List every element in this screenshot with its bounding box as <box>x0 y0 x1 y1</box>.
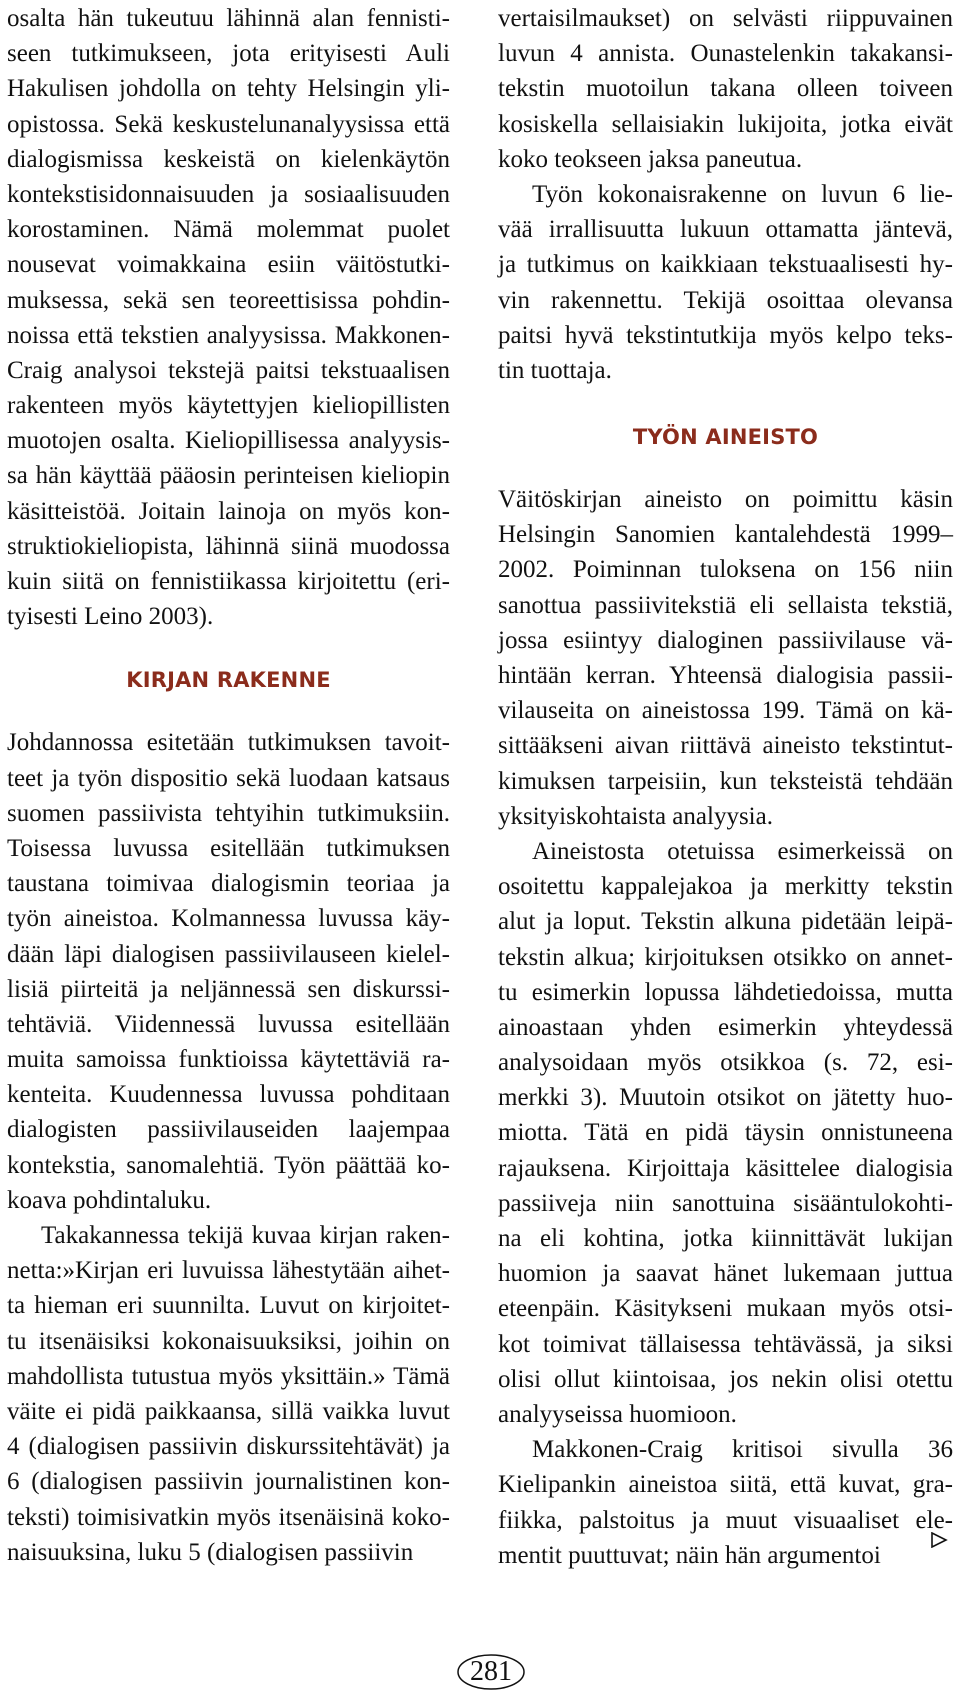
text-line: huomion ja saavat hänet lukemaan juttua <box>498 1260 953 1288</box>
text-line: Craig analysoi tekstejä paitsi tekstuaalisen <box>7 356 450 384</box>
text-line: tin tuottaja. <box>498 356 612 384</box>
text-line: tekstin alkua; kirjoituksen otsikko on annet- <box>498 943 953 971</box>
text-line: tyisesti Leino 2003). <box>7 603 214 631</box>
paragraph-right-4 <box>498 834 953 1432</box>
text-line: kuin siitä on fennistiikassa kirjoitettu (eri- <box>7 568 450 595</box>
text-line: vää irrallisuutta lukuun ottamatta jäntevä, <box>498 216 953 244</box>
text-line: taustana toimivaa dialogismin teoriaa ja <box>7 870 450 898</box>
text-line: noissa että tekstien analyysissa. Makkonen- <box>7 321 450 349</box>
text-line: naisuuksina, luku 5 (dialogisen passiivin <box>7 1538 414 1566</box>
text-line: 2002. Poiminnan tuloksena on 156 niin <box>498 556 953 584</box>
text-line: Aineistosta otetuissa esimerkeissä on <box>532 837 953 865</box>
text-line: 4 (dialogisen passiivin diskurssitehtävät) ja <box>7 1433 450 1461</box>
paragraph-right-2 <box>498 177 953 388</box>
text-line: 6 (dialogisen passiivin journalistinen kon- <box>7 1468 450 1496</box>
text-line: Johdannossa esitetään tutkimuksen tavoit- <box>7 729 450 757</box>
text-line: merkki 3). Muutoin otsikot on jätetty huo- <box>498 1084 953 1112</box>
text-line: koava pohdintaluku. <box>7 1186 212 1214</box>
text-line: struktiokieliopista, lähinnä siinä muodossa <box>7 532 450 560</box>
text-line: tekstin muotoilun takana olleen toiveen <box>498 75 953 103</box>
text-line: Kielipankin aineistoa siitä, että kuvat, gra- <box>498 1471 953 1499</box>
text-line: tu esimerkin lopussa lähdetiedoissa, mutta <box>498 978 953 1006</box>
text-line: dialogismissa keskeistä on kielenkäytön <box>7 145 450 173</box>
text-line: vilauseita on aineistossa 199. Tämä on kä- <box>498 697 953 725</box>
text-line: sa hän käyttää pääosin perinteisen kieliopin <box>7 462 450 490</box>
text-line: ainoastaan yhden esimerkin yhteydessä <box>498 1013 953 1041</box>
text-line: kontekstia, sanomalehtiä. Työn päättää ko- <box>7 1151 450 1179</box>
text-line: hintään kerran. Yhteensä dialogisia passii- <box>498 662 953 689</box>
text-line: tehtäviä. Viidennessä luvussa esitellään <box>7 1010 450 1038</box>
text-line: koko teokseen jaksa paneutua. <box>498 145 803 173</box>
paragraph-left-1 <box>7 1 450 634</box>
paragraph-right-1 <box>498 1 953 177</box>
text-line: käsitteistöä. Joitain lainoja on myös kon- <box>7 497 450 525</box>
text-line: väite ei pidä paikkaansa, sillä vaikka luvut <box>7 1397 450 1425</box>
paragraph-right-5 <box>498 1432 953 1573</box>
text-line: fiikka, palstoitus ja muut visuaaliset ele- <box>498 1506 953 1534</box>
paragraph-right-3 <box>498 482 953 834</box>
text-line: analysoidaan myös otsikkoa (s. 72, esi- <box>498 1049 953 1077</box>
text-line: analyyseissa huomioon. <box>498 1400 737 1428</box>
text-line: passiiveja niin sanottuina sisääntulokohti- <box>498 1189 953 1217</box>
text-line: vin rakennettu. Tekijä osoittaa olevansa <box>498 286 953 314</box>
text-line: paitsi hyvä tekstintutkija myös kelpo teks- <box>498 321 953 349</box>
text-line: yksityiskohtaista analyysia. <box>498 802 773 830</box>
text-line: na eli kohtina, jotka kiinnittävät lukijan <box>498 1225 953 1252</box>
text-line: jossa esiintyy dialoginen passiivilause vä- <box>498 626 953 654</box>
text-line: tu itsenäisiksi kokonaisuuksiksi, joihin on <box>7 1327 450 1355</box>
text-line: Hakulisen johdolla on tehty Helsingin yli- <box>7 75 450 103</box>
text-line: seen tutkimukseen, jota erityisesti Auli <box>7 40 450 68</box>
text-line: dään läpi dialogisen passiivilauseen kielel- <box>7 940 450 968</box>
triangle-right-outline-icon <box>930 1532 948 1548</box>
text-line: suomen passiivista tehtyihin tutkimuksiin. <box>7 799 450 827</box>
text-line: sanottua passiivitekstiä eli sellaista tekstiä, <box>498 591 953 619</box>
text-line: opistossa. Sekä keskustelunanalyysissa että <box>7 110 450 138</box>
text-line: Työn kokonaisrakenne on luvun 6 lie- <box>532 180 953 208</box>
section-heading-kirjan-rakenne: KIRJAN RAKENNE <box>126 668 331 693</box>
text-line: osoitettu kappalejakoa ja merkitty tekstin <box>498 873 953 901</box>
text-line: Takakannessa tekijä kuvaa kirjan raken- <box>41 1222 450 1249</box>
text-line: mahdollista tutustua myös yksittäin.» Tämä <box>7 1362 450 1390</box>
text-line: mentit puuttuvat; näin hän argumentoi <box>498 1541 881 1569</box>
paragraph-left-2 <box>7 725 450 1218</box>
text-line: lisiä piirteitä ja neljännessä sen diskurssi- <box>7 975 450 1003</box>
text-line: sittääkseni aivan riittävä aineisto tekstintut- <box>498 732 953 760</box>
text-line: Toisessa luvussa esitellään tutkimuksen <box>7 834 450 862</box>
text-line: kimuksen tarpeisiin, kun teksteistä tehdään <box>498 767 953 795</box>
text-line: Väitöskirjan aineisto on poimittu käsin <box>498 486 953 514</box>
text-line: työn aineistoa. Kolmannessa luvussa käy- <box>7 905 450 933</box>
text-line: ja tutkimus on kaikkiaan tekstuaalisesti hy- <box>498 251 953 279</box>
text-line: eteenpäin. Käsitykseni mukaan myös otsi- <box>498 1295 953 1323</box>
text-line: Helsingin Sanomien kantalehdestä 1999– <box>498 521 953 549</box>
text-line: teksti) toimisivatkin myös itsenäisinä koko- <box>7 1503 450 1531</box>
text-line: kontekstisidonnaisuuden ja sosiaalisuuden <box>7 180 450 208</box>
text-line: vertaisilmaukset) on selvästi riippuvainen <box>498 5 953 32</box>
page-number: 281 <box>470 1656 512 1687</box>
text-line: korostaminen. Nämä molemmat puolet <box>7 216 450 244</box>
text-line: rajauksena. Kirjoittaja käsittelee dialogisia <box>498 1154 953 1182</box>
text-line: luvun 4 annista. Ounastelenkin takakansi- <box>498 40 953 68</box>
text-line: muita samoissa funktioissa käytettäviä ra- <box>7 1046 450 1074</box>
right-column <box>498 0 953 1573</box>
text-line: kenteita. Kuudennessa luvussa pohditaan <box>7 1081 450 1109</box>
page-number-badge <box>455 1652 527 1692</box>
text-line: netta:»Kirjan eri luvuissa lähestytään aihet- <box>7 1257 450 1285</box>
section-heading-tyon-aineisto: TYÖN AINEISTO <box>632 425 819 450</box>
text-line: osalta hän tukeutuu lähinnä alan fennisti- <box>7 5 450 32</box>
text-line: ta hieman eri suunnilta. Luvut on kirjoitet- <box>7 1292 450 1320</box>
text-line: rakenteen myös käytettyjen kieliopillisten <box>7 392 450 420</box>
text-line: muotojen osalta. Kieliopillisessa analyysis- <box>7 427 450 455</box>
text-line: teet ja työn dispositio sekä luodaan katsaus <box>7 764 450 792</box>
text-line: kot toimivat tällaisessa tehtävässä, ja siksi <box>498 1330 953 1358</box>
text-line: muksessa, sekä sen teoreettisissa pohdin- <box>7 286 450 314</box>
text-line: olisi ollut kiintoisaa, jos nekin olisi otettu <box>498 1365 953 1393</box>
text-line: alut ja loput. Tekstin alkuna pidetään leipä- <box>498 908 953 936</box>
text-line: kosiskella sellaisiakin lukijoita, jotka eivät <box>498 110 953 138</box>
text-line: dialogisten passiivilauseiden laajempaa <box>7 1116 450 1144</box>
left-column <box>7 0 450 1570</box>
text-line: nousevat voimakkaina esiin väitöstutki- <box>7 251 450 279</box>
paragraph-left-3 <box>7 1218 450 1570</box>
text-line: miotta. Tätä en pidä täysin onnistuneena <box>498 1119 953 1147</box>
text-line: Makkonen-Craig kritisoi sivulla 36 <box>532 1436 953 1464</box>
